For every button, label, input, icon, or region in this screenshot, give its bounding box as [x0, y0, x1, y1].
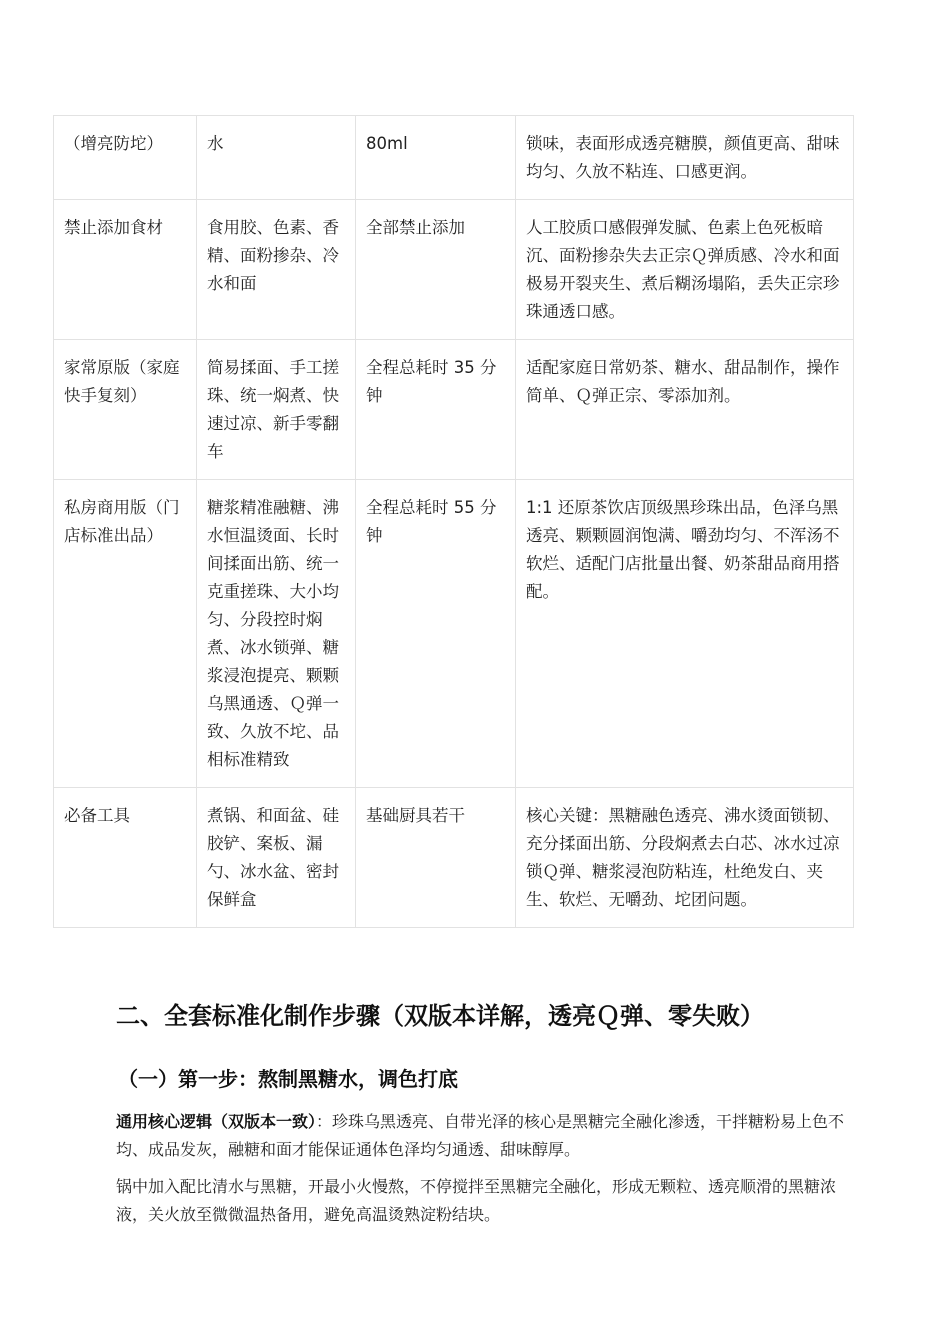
section-heading: 二、全套标准化制作步骤（双版本详解，透亮Ｑ弹、零失败）: [116, 1002, 764, 1030]
table-row: [54, 788, 854, 928]
table-cell: 核心关键：黑糖融色透亮、沸水烫面锁韧、充分揉面出筋、分段焖煮去白芯、冰水过凉锁Ｑ弹、糖浆浸泡防粘连，杜绝发白、夹生、软烂、无嚼劲、坨团问题。: [516, 788, 854, 928]
table-cell: 食用胶、色素、香精、面粉掺杂、冷水和面: [197, 200, 356, 340]
table-row: [54, 116, 854, 200]
table-cell: 糖浆精准融糖、沸水恒温烫面、长时间揉面出筋、统一克重搓珠、大小均匀、分段控时焖煮、冰水锁弹、糖浆浸泡提亮、颗颗乌黑通透、Ｑ弹一致、久放不坨、品相标准精致: [197, 480, 356, 788]
table-cell: 煮锅、和面盆、硅胶铲、案板、漏勺、冰水盆、密封保鲜盒: [197, 788, 356, 928]
table-cell: 全程总耗时 35 分钟: [356, 340, 516, 480]
core-logic-label: 通用核心逻辑（双版本一致）: [116, 1112, 317, 1131]
table-cell: 锁味，表面形成透亮糖膜，颜值更高、甜味均匀、久放不粘连、口感更润。: [516, 116, 854, 200]
table-cell: 必备工具: [54, 788, 197, 928]
table-cell: 禁止添加食材: [54, 200, 197, 340]
table-cell: 基础厨具若干: [356, 788, 516, 928]
table-cell: 家常原版（家庭快手复刻）: [54, 340, 197, 480]
method-paragraph: 锅中加入配比清水与黑糖，开最小火慢熬，不停搅拌至黑糖完全融化，形成无颗粒、透亮顺滑的黑糖浓液，关火放至微微温热备用，避免高温烫熟淀粉结块。: [116, 1177, 837, 1224]
table-cell: 全部禁止添加: [356, 200, 516, 340]
core-logic-text: ：珍珠乌黑透亮、自带光泽的核心是黑糖完全融化渗透，干拌糖粉易上色不均、成品发灰，融糖和面才能保证通体色泽均匀通透、甜味醇厚。: [116, 1112, 845, 1159]
table-cell: 全程总耗时 55 分钟: [356, 480, 516, 788]
table-row: [54, 480, 854, 788]
table-row: [54, 200, 854, 340]
recipe-table: [53, 115, 854, 928]
table-row: [54, 340, 854, 480]
table-cell: 1:1 还原茶饮店顶级黑珍珠出品，色泽乌黑透亮、颗颗圆润饱满、嚼劲均匀、不浑汤不软烂、适配门店批量出餐、奶茶甜品商用搭配。: [516, 480, 854, 788]
table-cell: （增亮防坨）: [54, 116, 197, 200]
step-heading: （一）第一步：熬制黑糖水，调色打底: [118, 1067, 458, 1091]
table-cell: 私房商用版（门店标准出品）: [54, 480, 197, 788]
core-logic-paragraph: [116, 1108, 846, 1164]
table-cell: 人工胶质口感假弹发腻、色素上色死板暗沉、面粉掺杂失去正宗Ｑ弹质感、冷水和面极易开裂夹生、煮后糊汤塌陷，丢失正宗珍珠通透口感。: [516, 200, 854, 340]
table-cell: 80ml: [356, 116, 516, 200]
table-cell: 水: [197, 116, 356, 200]
table-cell: 简易揉面、手工搓珠、统一焖煮、快速过凉、新手零翻车: [197, 340, 356, 480]
table-cell: 适配家庭日常奶茶、糖水、甜品制作，操作简单、Ｑ弹正宗、零添加剂。: [516, 340, 854, 480]
